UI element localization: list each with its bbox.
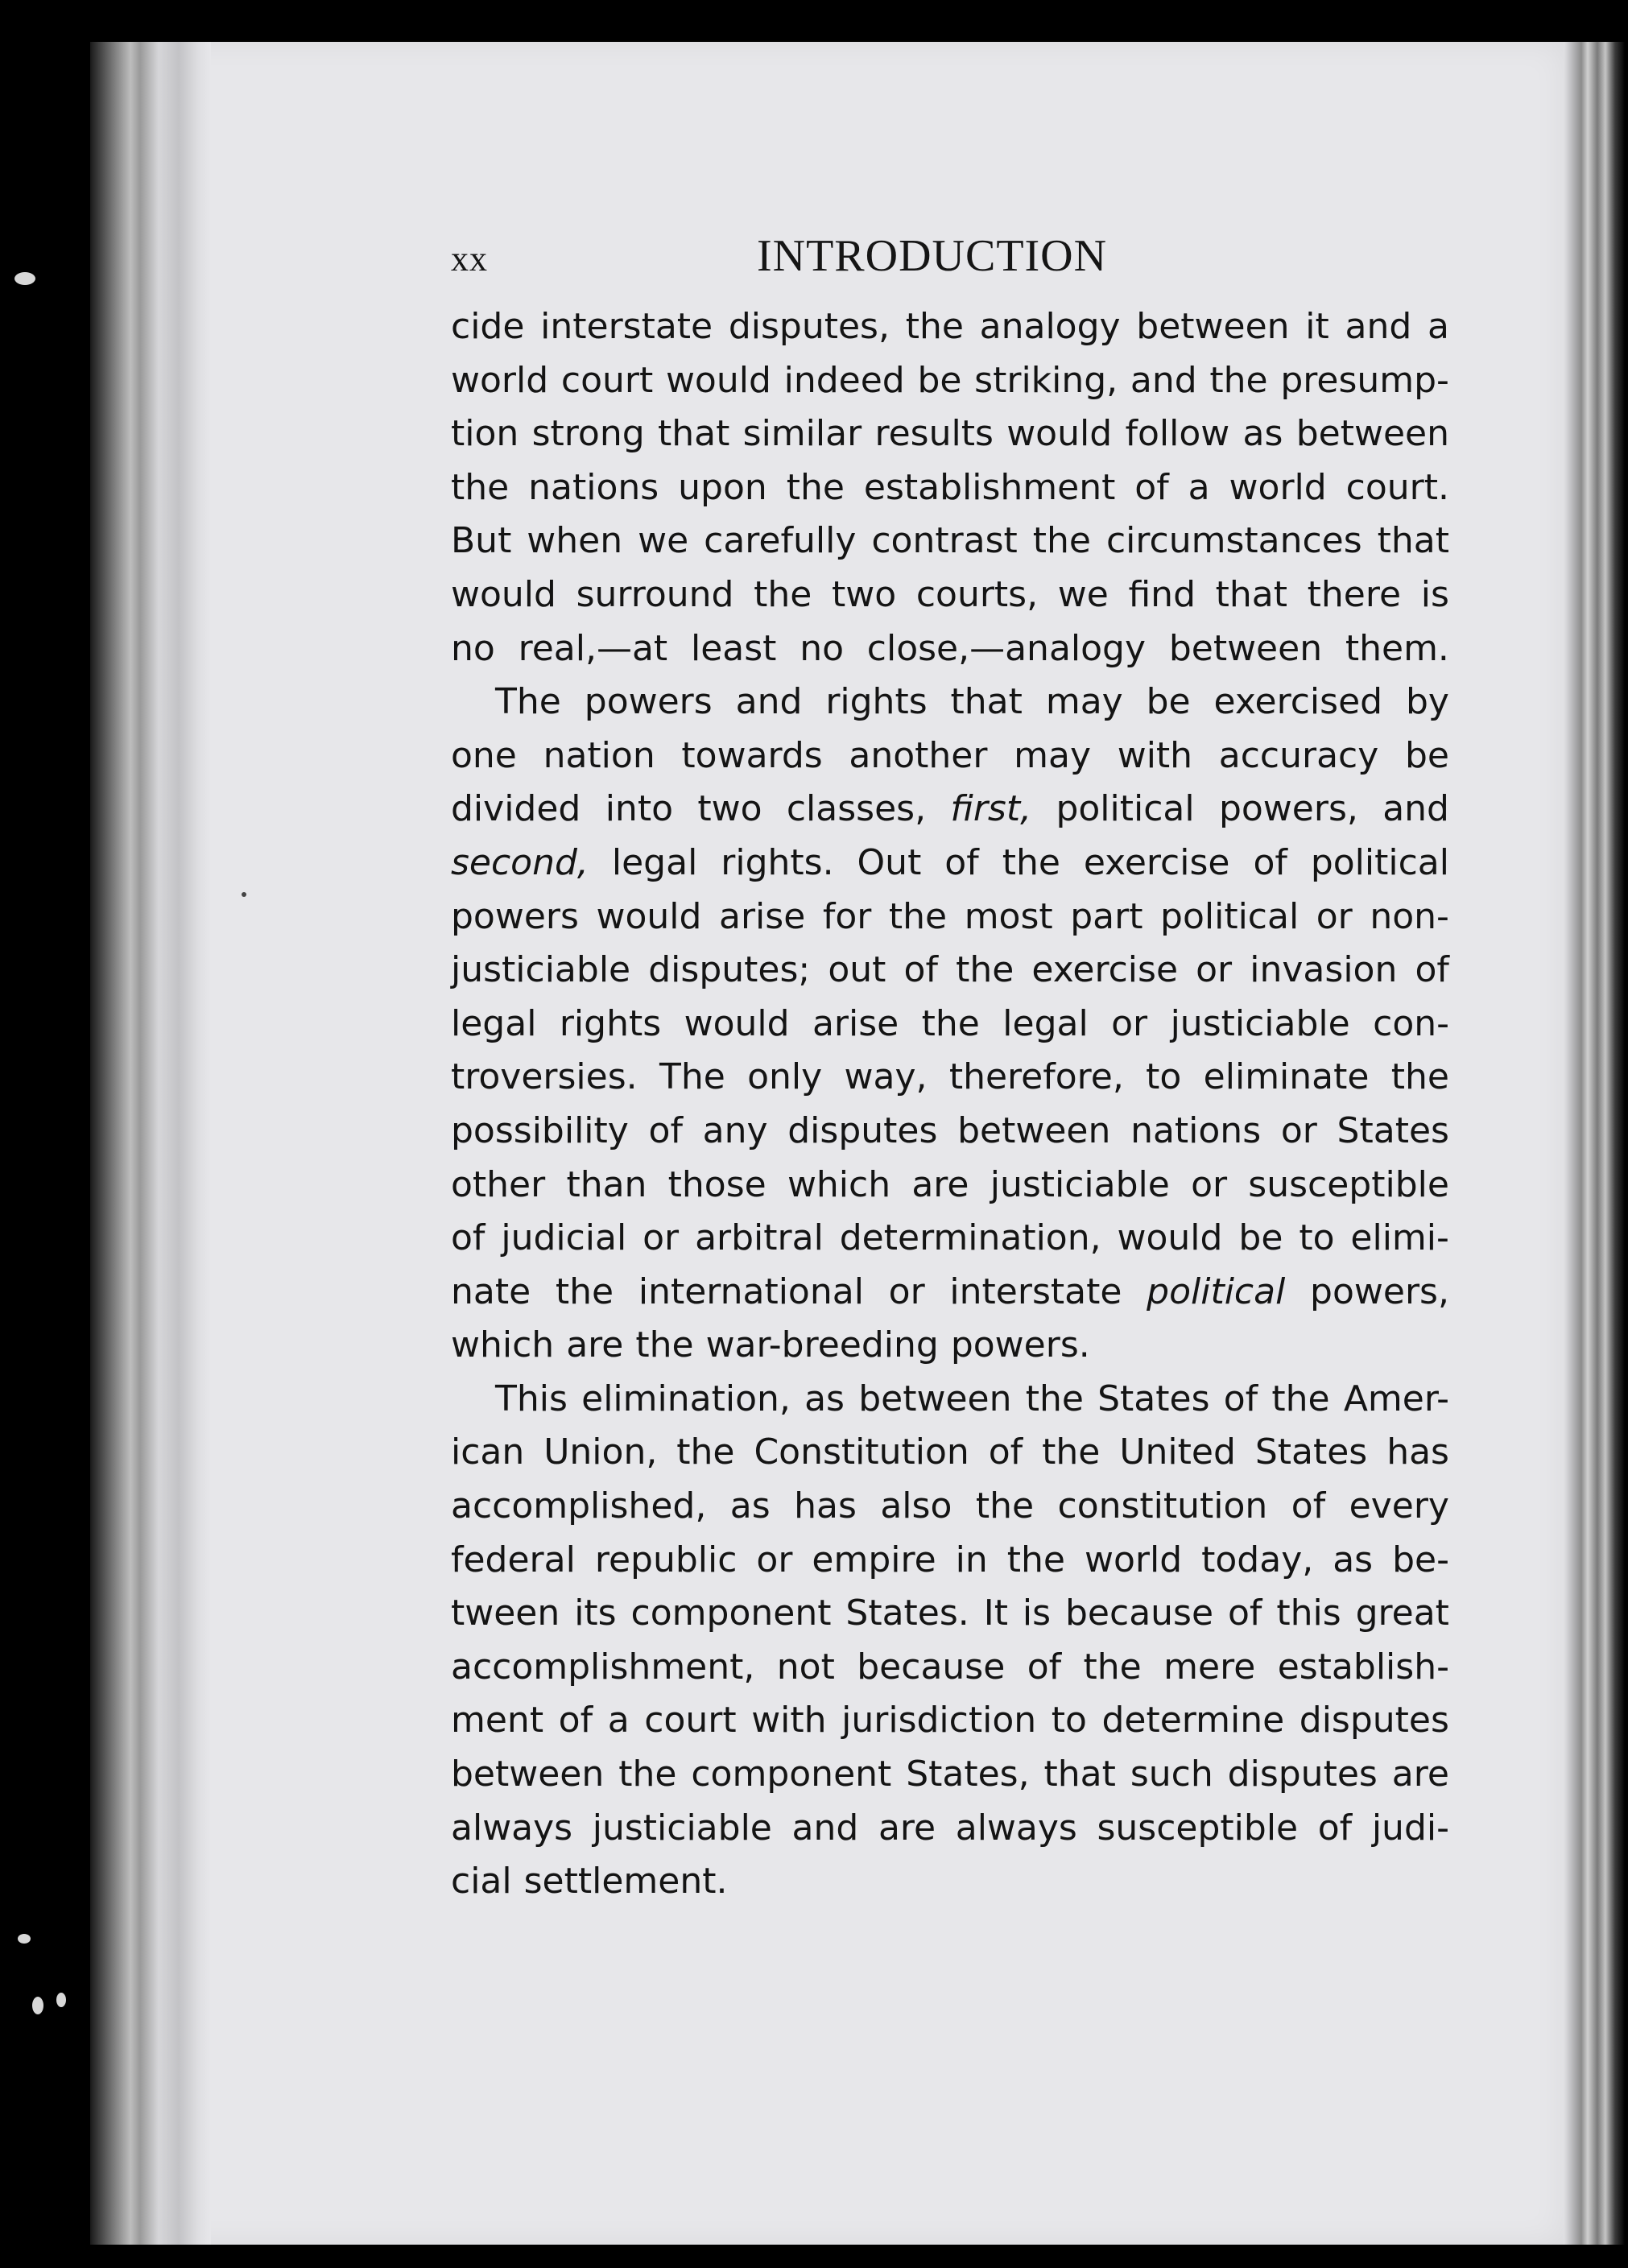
word: the bbox=[1209, 359, 1268, 401]
word: or bbox=[643, 1217, 680, 1259]
word: not bbox=[776, 1646, 835, 1688]
word: and bbox=[791, 1807, 859, 1849]
word: legal bbox=[451, 1002, 537, 1044]
word: them. bbox=[1345, 627, 1449, 669]
word: may bbox=[1045, 681, 1123, 723]
word: judi- bbox=[1371, 1807, 1449, 1849]
word: accuracy bbox=[1218, 734, 1379, 776]
word: be- bbox=[1392, 1539, 1449, 1580]
word: world bbox=[1229, 466, 1327, 508]
word: there bbox=[1307, 573, 1402, 615]
text-line bbox=[451, 574, 1449, 628]
text-line bbox=[451, 1271, 1449, 1325]
word: and bbox=[735, 681, 803, 723]
text-line bbox=[451, 1217, 1449, 1271]
word: of bbox=[1027, 1646, 1062, 1688]
word: of bbox=[451, 1217, 486, 1259]
word: between bbox=[1295, 413, 1449, 455]
word: would bbox=[684, 1002, 790, 1044]
word: to bbox=[1051, 1700, 1087, 1741]
page-number: xx bbox=[451, 239, 488, 279]
word: The bbox=[659, 1056, 725, 1098]
word: the bbox=[956, 949, 1014, 991]
word: the bbox=[1083, 1646, 1142, 1688]
word: this bbox=[1276, 1593, 1341, 1634]
word: are bbox=[1391, 1754, 1449, 1795]
word: The bbox=[495, 681, 561, 723]
word: would bbox=[665, 359, 771, 401]
text-line bbox=[451, 1807, 1449, 1861]
text-line bbox=[451, 842, 1449, 896]
word: striking, bbox=[974, 359, 1118, 401]
word: court bbox=[560, 359, 654, 401]
word: are bbox=[566, 1324, 624, 1366]
word: way, bbox=[844, 1056, 928, 1098]
word: or bbox=[1111, 1002, 1148, 1044]
word: by bbox=[1405, 681, 1449, 723]
word: or bbox=[1280, 1109, 1317, 1151]
word: carefully bbox=[704, 520, 857, 562]
word: rights bbox=[559, 1002, 662, 1044]
word: two bbox=[832, 573, 897, 615]
word: elimi- bbox=[1350, 1217, 1449, 1259]
word: empire bbox=[812, 1539, 936, 1580]
word: determination, bbox=[839, 1217, 1101, 1259]
word: other bbox=[451, 1163, 546, 1205]
word: disputes bbox=[787, 1109, 938, 1151]
word: between bbox=[858, 1378, 1012, 1419]
word: has bbox=[794, 1485, 857, 1527]
word: nations bbox=[1130, 1109, 1262, 1151]
word: non- bbox=[1370, 895, 1449, 937]
word: would bbox=[596, 895, 702, 937]
word: close,—analogy bbox=[866, 627, 1147, 669]
word: the bbox=[1042, 1431, 1101, 1473]
word: justiciable bbox=[1170, 1002, 1350, 1044]
word: find bbox=[1128, 573, 1196, 615]
word: the bbox=[1271, 1378, 1330, 1419]
word: therefore, bbox=[948, 1056, 1124, 1098]
word: presump- bbox=[1280, 359, 1449, 401]
word: con- bbox=[1373, 1002, 1449, 1044]
word: and bbox=[1130, 359, 1197, 401]
word: are bbox=[911, 1163, 969, 1205]
word: arbitral bbox=[695, 1217, 824, 1259]
word: we bbox=[638, 520, 689, 562]
word: no bbox=[451, 627, 495, 669]
text-line bbox=[451, 1164, 1449, 1218]
word: It bbox=[983, 1593, 1008, 1634]
word: nation bbox=[543, 734, 655, 776]
word: powers. bbox=[950, 1324, 1090, 1366]
word: arise bbox=[719, 895, 806, 937]
word: the bbox=[888, 895, 948, 937]
word: invasion bbox=[1250, 949, 1398, 991]
word: second, bbox=[451, 841, 589, 883]
word: as bbox=[1242, 413, 1283, 455]
word: as bbox=[804, 1378, 845, 1419]
word: powers, bbox=[1310, 1270, 1449, 1312]
text-line bbox=[451, 1056, 1449, 1110]
text-line bbox=[451, 735, 1449, 789]
word: between bbox=[451, 1754, 605, 1795]
word: Union, bbox=[543, 1431, 658, 1473]
word: federal bbox=[451, 1539, 576, 1580]
word: strong bbox=[531, 413, 645, 455]
word: rights bbox=[825, 681, 928, 723]
word: justiciable bbox=[990, 1163, 1170, 1205]
word: legal bbox=[1002, 1002, 1089, 1044]
word: analogy bbox=[979, 306, 1121, 347]
word: world bbox=[1084, 1539, 1183, 1580]
word: States, bbox=[906, 1754, 1030, 1795]
word: Amer- bbox=[1343, 1378, 1449, 1419]
book-gutter bbox=[90, 42, 211, 2245]
text-line bbox=[451, 1700, 1449, 1754]
text-line bbox=[451, 896, 1449, 950]
word: determine bbox=[1101, 1700, 1285, 1741]
word: tween bbox=[451, 1593, 560, 1634]
word: a bbox=[1188, 466, 1210, 508]
word: disputes, bbox=[728, 306, 890, 347]
word: States. bbox=[845, 1593, 969, 1634]
word: justiciable bbox=[451, 949, 631, 991]
word: one bbox=[451, 734, 517, 776]
word: would bbox=[1117, 1217, 1223, 1259]
word: ican bbox=[451, 1431, 525, 1473]
word: United bbox=[1119, 1431, 1236, 1473]
text-line bbox=[451, 1485, 1449, 1539]
word: which bbox=[451, 1324, 555, 1366]
word: war-breeding bbox=[705, 1324, 939, 1366]
word: or bbox=[756, 1539, 793, 1580]
word: constitution bbox=[1057, 1485, 1268, 1527]
word: no bbox=[800, 627, 844, 669]
word: troversies. bbox=[451, 1056, 638, 1098]
word: between bbox=[1168, 627, 1323, 669]
word: may bbox=[1014, 734, 1092, 776]
word: court. bbox=[1345, 466, 1449, 508]
word: the bbox=[618, 1754, 677, 1795]
word: that bbox=[657, 413, 730, 455]
word: as bbox=[1333, 1539, 1374, 1580]
word: establishment bbox=[863, 466, 1116, 508]
word: the bbox=[754, 573, 812, 615]
word: circumstances bbox=[1105, 520, 1362, 562]
word: would bbox=[451, 573, 556, 615]
word: the bbox=[921, 1002, 980, 1044]
word: between bbox=[1136, 306, 1290, 347]
word: disputes; bbox=[648, 949, 811, 991]
word: of bbox=[1134, 466, 1169, 508]
word: would bbox=[1006, 413, 1113, 455]
text-line bbox=[451, 1646, 1449, 1700]
word: surround bbox=[576, 573, 734, 615]
word: has bbox=[1386, 1431, 1449, 1473]
text-line bbox=[451, 467, 1449, 521]
text-line bbox=[451, 681, 1449, 735]
body-text bbox=[451, 306, 1449, 1915]
word: as bbox=[729, 1485, 771, 1527]
page-fore-edge bbox=[1564, 42, 1628, 2245]
word: jurisdiction bbox=[841, 1700, 1037, 1741]
word: or bbox=[1191, 1163, 1228, 1205]
word: of bbox=[1317, 1807, 1353, 1849]
word: tion bbox=[451, 413, 519, 455]
word: divided bbox=[451, 788, 581, 830]
word: such bbox=[1130, 1754, 1213, 1795]
word: republic bbox=[594, 1539, 738, 1580]
word: out bbox=[828, 949, 886, 991]
word: classes, bbox=[786, 788, 927, 830]
word: establish- bbox=[1277, 1646, 1449, 1688]
word: another bbox=[849, 734, 988, 776]
text-line bbox=[451, 413, 1449, 467]
word: of bbox=[1223, 1378, 1258, 1419]
scan-speck bbox=[32, 1997, 43, 2014]
word: the bbox=[1002, 841, 1060, 883]
word: of bbox=[1415, 949, 1449, 991]
text-line bbox=[451, 1324, 1449, 1378]
text-line bbox=[451, 306, 1449, 360]
word: contrast bbox=[871, 520, 1018, 562]
word: justiciable bbox=[592, 1807, 772, 1849]
text-line bbox=[451, 1539, 1449, 1593]
running-head: INTRODUCTION bbox=[757, 231, 1108, 281]
word: are bbox=[878, 1807, 936, 1849]
word: exercise bbox=[1031, 949, 1179, 991]
word: elimination, bbox=[581, 1378, 791, 1419]
word: This bbox=[495, 1378, 568, 1419]
word: always bbox=[451, 1807, 573, 1849]
word: component bbox=[630, 1593, 832, 1634]
word: the bbox=[786, 466, 845, 508]
word: towards bbox=[681, 734, 823, 776]
word: exercise bbox=[1083, 841, 1230, 883]
scan-speck bbox=[242, 892, 246, 897]
word: powers bbox=[584, 681, 713, 723]
word: nate bbox=[451, 1270, 531, 1312]
word: the bbox=[905, 306, 964, 347]
text-line bbox=[451, 1378, 1449, 1432]
word: be bbox=[1238, 1217, 1283, 1259]
word: its bbox=[574, 1593, 617, 1634]
word: because bbox=[857, 1646, 1006, 1688]
word: with bbox=[1117, 734, 1193, 776]
word: States bbox=[1097, 1378, 1210, 1419]
word: real,—at bbox=[518, 627, 668, 669]
text-line bbox=[451, 628, 1449, 682]
word: to bbox=[1146, 1056, 1182, 1098]
word: political bbox=[1147, 1270, 1286, 1312]
word: than bbox=[566, 1163, 647, 1205]
word: of bbox=[558, 1700, 593, 1741]
word: disputes bbox=[1299, 1700, 1449, 1741]
word: the bbox=[1006, 1539, 1065, 1580]
word: cial bbox=[451, 1861, 512, 1902]
word: similar bbox=[742, 413, 862, 455]
word: nations bbox=[528, 466, 659, 508]
text-line bbox=[451, 1003, 1449, 1057]
word: the bbox=[451, 466, 510, 508]
text-line bbox=[451, 788, 1449, 842]
word: that bbox=[1043, 1754, 1116, 1795]
word: rights. bbox=[721, 841, 834, 883]
text-line bbox=[451, 1861, 1449, 1915]
word: the bbox=[1025, 1378, 1084, 1419]
word: judicial bbox=[501, 1217, 627, 1259]
word: or bbox=[1316, 895, 1353, 937]
word: of bbox=[903, 949, 938, 991]
word: every bbox=[1349, 1485, 1449, 1527]
word: or bbox=[888, 1270, 925, 1312]
word: two bbox=[697, 788, 762, 830]
word: that bbox=[1377, 520, 1449, 562]
word: or bbox=[1196, 949, 1233, 991]
word: settlement. bbox=[523, 1861, 728, 1902]
scan-speck bbox=[56, 1993, 66, 2007]
word: States bbox=[1337, 1109, 1449, 1151]
word: But bbox=[451, 520, 512, 562]
word: Constitution bbox=[754, 1431, 969, 1473]
word: today, bbox=[1201, 1539, 1314, 1580]
word: accomplished, bbox=[451, 1485, 707, 1527]
word: the bbox=[975, 1485, 1035, 1527]
word: be bbox=[1146, 681, 1191, 723]
word: for bbox=[822, 895, 872, 937]
word: accomplishment, bbox=[451, 1646, 755, 1688]
word: we bbox=[1057, 573, 1109, 615]
word: possibility bbox=[451, 1109, 629, 1151]
word: component bbox=[691, 1754, 892, 1795]
word: also bbox=[880, 1485, 952, 1527]
word: international bbox=[638, 1270, 864, 1312]
word: of bbox=[1291, 1485, 1326, 1527]
word: a bbox=[607, 1700, 630, 1741]
word: only bbox=[747, 1056, 823, 1098]
text-line bbox=[451, 1593, 1449, 1646]
word: first, bbox=[950, 788, 1032, 830]
text-line bbox=[451, 520, 1449, 574]
word: results bbox=[874, 413, 994, 455]
word: in bbox=[955, 1539, 988, 1580]
word: interstate bbox=[540, 306, 713, 347]
word: of bbox=[988, 1431, 1023, 1473]
word: that bbox=[1215, 573, 1288, 615]
word: and bbox=[1345, 306, 1412, 347]
word: ment bbox=[451, 1700, 544, 1741]
text-line bbox=[451, 1754, 1449, 1807]
word: is bbox=[1420, 573, 1449, 615]
word: any bbox=[702, 1109, 768, 1151]
word: the bbox=[676, 1431, 735, 1473]
word: cide bbox=[451, 306, 525, 347]
word: powers bbox=[451, 895, 579, 937]
word: is bbox=[1022, 1593, 1052, 1634]
word: upon bbox=[678, 466, 767, 508]
word: of bbox=[1227, 1593, 1262, 1634]
word: because bbox=[1065, 1593, 1214, 1634]
word: with bbox=[751, 1700, 827, 1741]
word: court bbox=[644, 1700, 737, 1741]
word: interstate bbox=[949, 1270, 1122, 1312]
word: when bbox=[527, 520, 623, 562]
word: to bbox=[1299, 1217, 1335, 1259]
word: most bbox=[964, 895, 1053, 937]
word: great bbox=[1355, 1593, 1449, 1634]
word: be bbox=[1404, 734, 1449, 776]
word: susceptible bbox=[1248, 1163, 1449, 1205]
word: powers, bbox=[1218, 788, 1358, 830]
word: Out bbox=[857, 841, 922, 883]
word: legal bbox=[611, 841, 698, 883]
text-line bbox=[451, 1110, 1449, 1164]
text-line bbox=[451, 949, 1449, 1003]
word: always bbox=[955, 1807, 1077, 1849]
word: the bbox=[1032, 520, 1091, 562]
word: eliminate bbox=[1203, 1056, 1370, 1098]
word: exercised bbox=[1213, 681, 1383, 723]
word: of bbox=[944, 841, 979, 883]
word: political bbox=[1056, 788, 1195, 830]
text-line bbox=[451, 1431, 1449, 1485]
word: part bbox=[1070, 895, 1143, 937]
page-header bbox=[451, 230, 1457, 287]
word: the bbox=[555, 1270, 614, 1312]
word: disputes bbox=[1227, 1754, 1378, 1795]
word: the bbox=[1390, 1056, 1449, 1098]
word: the bbox=[635, 1324, 694, 1366]
word: arise bbox=[812, 1002, 899, 1044]
word: it bbox=[1305, 306, 1329, 347]
word: a bbox=[1427, 306, 1449, 347]
word: political bbox=[1160, 895, 1300, 937]
text-line bbox=[451, 360, 1449, 414]
scan-speck bbox=[14, 272, 35, 285]
word: and bbox=[1382, 788, 1449, 830]
word: that bbox=[950, 681, 1023, 723]
word: those bbox=[667, 1163, 766, 1205]
scan-speck bbox=[18, 1934, 31, 1944]
word: between bbox=[957, 1109, 1111, 1151]
word: political bbox=[1310, 841, 1449, 883]
word: into bbox=[605, 788, 673, 830]
word: which bbox=[787, 1163, 891, 1205]
word: of bbox=[648, 1109, 683, 1151]
word: world bbox=[451, 359, 549, 401]
word: least bbox=[690, 627, 777, 669]
word: indeed bbox=[783, 359, 905, 401]
word: States bbox=[1254, 1431, 1368, 1473]
word: mere bbox=[1163, 1646, 1256, 1688]
word: follow bbox=[1125, 413, 1230, 455]
word: courts, bbox=[915, 573, 1039, 615]
word: susceptible bbox=[1097, 1807, 1299, 1849]
word: of bbox=[1253, 841, 1287, 883]
word: be bbox=[917, 359, 962, 401]
